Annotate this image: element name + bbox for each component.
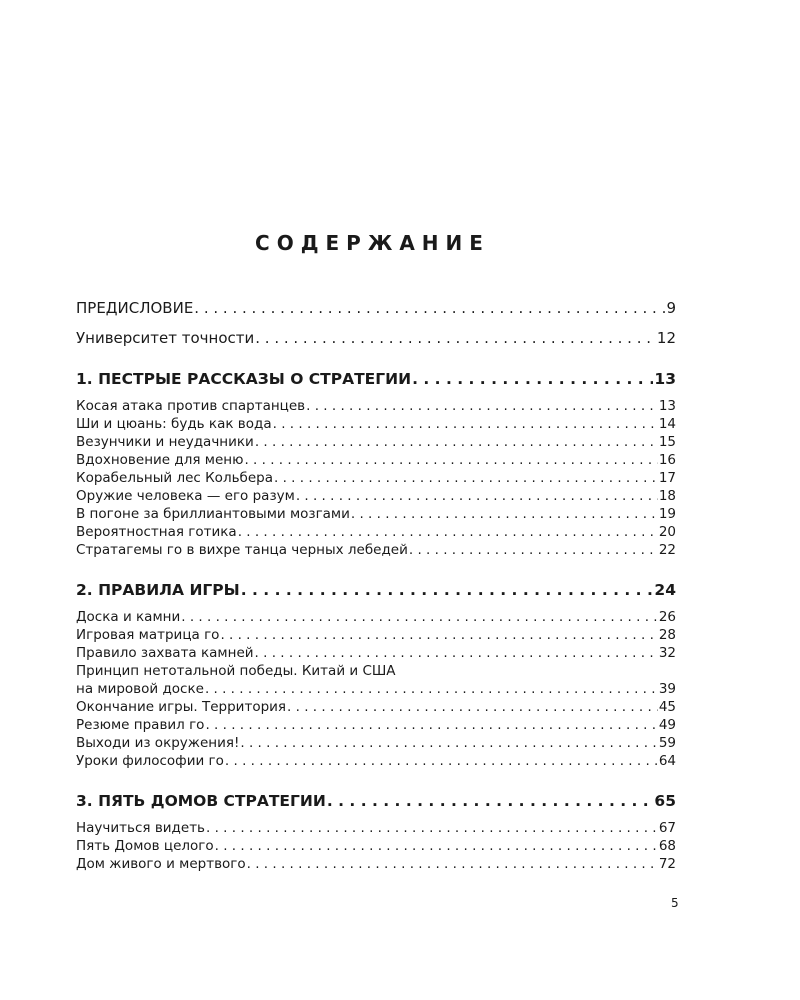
toc-entry-page: 39 bbox=[658, 681, 676, 697]
dot-leader bbox=[220, 626, 657, 644]
dot-leader bbox=[240, 734, 657, 752]
toc-section-2[interactable] bbox=[76, 580, 676, 600]
toc-entry-title: Университет точности bbox=[76, 329, 255, 347]
toc-section-3[interactable] bbox=[76, 791, 676, 811]
toc-entry-title-continuation: на мировой доске bbox=[76, 681, 204, 697]
toc-entry[interactable] bbox=[76, 837, 676, 855]
toc-entry-page: 68 bbox=[658, 838, 676, 854]
toc-entry-title: Везунчики и неудачники bbox=[76, 434, 254, 450]
dot-leader bbox=[255, 433, 658, 451]
toc-entry[interactable] bbox=[76, 433, 676, 451]
toc-entry-title-line[interactable]: Принцип нетотальной победы. Китай и США bbox=[76, 663, 396, 679]
dot-leader bbox=[206, 819, 658, 837]
dot-leader bbox=[205, 680, 658, 698]
toc-entry-page: 67 bbox=[658, 820, 676, 836]
toc-entry-title: Косая атака против спартанцев bbox=[76, 398, 306, 414]
toc-entry-page: 14 bbox=[658, 416, 676, 432]
toc-entry[interactable] bbox=[76, 752, 676, 770]
toc-entry-title: Игровая матрица го bbox=[76, 627, 220, 643]
toc-entry[interactable] bbox=[76, 523, 676, 541]
dot-leader bbox=[205, 716, 657, 734]
toc-entry-title: Научиться видеть bbox=[76, 820, 206, 836]
toc-entry-page: 72 bbox=[658, 856, 676, 872]
toc-entry-title: Окончание игры. Территория bbox=[76, 699, 287, 715]
toc-entry-title: Вдохновение для меню bbox=[76, 452, 244, 468]
toc-entry-page: 64 bbox=[658, 753, 676, 769]
toc-entry-title: Пять Домов целого bbox=[76, 838, 214, 854]
dot-leader bbox=[306, 397, 658, 415]
dot-leader bbox=[412, 369, 653, 389]
dot-leader bbox=[241, 580, 654, 600]
toc-entry-title: Уроки философии го bbox=[76, 753, 224, 769]
table-of-contents bbox=[76, 298, 676, 873]
toc-entry-page: 9 bbox=[666, 299, 676, 317]
toc-entry-preface[interactable] bbox=[76, 298, 676, 318]
toc-section-title: 3. ПЯТЬ ДОМОВ СТРАТЕГИИ bbox=[76, 792, 326, 810]
toc-section-title: 1. ПЕСТРЫЕ РАССКАЗЫ О СТРАТЕГИИ bbox=[76, 370, 412, 388]
toc-entry[interactable] bbox=[76, 734, 676, 752]
toc-entry-title: Резюме правил го bbox=[76, 717, 205, 733]
toc-entry-title: Корабельный лес Кольбера bbox=[76, 470, 274, 486]
toc-entry-title: Доска и камни bbox=[76, 609, 181, 625]
dot-leader bbox=[247, 855, 658, 873]
toc-entry-title: Вероятностная готика bbox=[76, 524, 237, 540]
toc-entry-title: Дом живого и мертвого bbox=[76, 856, 246, 872]
toc-entry[interactable] bbox=[76, 819, 676, 837]
toc-entry-page: 24 bbox=[654, 581, 676, 599]
toc-entry[interactable] bbox=[76, 397, 676, 415]
toc-section-title: 2. ПРАВИЛА ИГРЫ bbox=[76, 581, 240, 599]
toc-entry-title: Правило захвата камней bbox=[76, 645, 254, 661]
dot-leader bbox=[296, 487, 658, 505]
toc-entry-page: 32 bbox=[658, 645, 676, 661]
dot-leader bbox=[274, 469, 658, 487]
dot-leader bbox=[255, 644, 658, 662]
toc-entry-page: 59 bbox=[658, 735, 676, 751]
toc-entry-page: 20 bbox=[658, 524, 676, 540]
toc-entry[interactable] bbox=[76, 626, 676, 644]
dot-leader bbox=[255, 328, 656, 348]
toc-entry-title: Оружие человека — его разум bbox=[76, 488, 295, 504]
toc-entry-page: 65 bbox=[654, 792, 676, 810]
toc-entry-page: 13 bbox=[658, 398, 676, 414]
dot-leader bbox=[409, 541, 658, 559]
dot-leader bbox=[351, 505, 658, 523]
toc-section-1[interactable] bbox=[76, 369, 676, 389]
toc-entry[interactable] bbox=[76, 328, 676, 348]
toc-entry[interactable] bbox=[76, 505, 676, 523]
toc-entry-page: 17 bbox=[658, 470, 676, 486]
toc-entry[interactable] bbox=[76, 716, 676, 734]
dot-leader bbox=[287, 698, 658, 716]
toc-entry-page: 45 bbox=[658, 699, 676, 715]
dot-leader bbox=[238, 523, 658, 541]
dot-leader bbox=[244, 451, 657, 469]
toc-entry-page: 49 bbox=[658, 717, 676, 733]
toc-entry-page: 22 bbox=[658, 542, 676, 558]
toc-entry[interactable] bbox=[76, 451, 676, 469]
toc-entry-page: 26 bbox=[658, 609, 676, 625]
toc-entry-page: 13 bbox=[654, 370, 676, 388]
dot-leader bbox=[194, 298, 665, 318]
toc-entry[interactable] bbox=[76, 415, 676, 433]
toc-entry[interactable] bbox=[76, 541, 676, 559]
toc-entry-page: 18 bbox=[658, 488, 676, 504]
dot-leader bbox=[225, 752, 658, 770]
toc-entry-title: В погоне за бриллиантовыми мозгами bbox=[76, 506, 350, 522]
dot-leader bbox=[327, 791, 654, 811]
toc-entry-page: 15 bbox=[658, 434, 676, 450]
dot-leader bbox=[273, 415, 658, 433]
toc-entry-page: 28 bbox=[658, 627, 676, 643]
toc-entry[interactable] bbox=[76, 855, 676, 873]
page-title: СОДЕРЖАНИЕ bbox=[255, 231, 490, 255]
dot-leader bbox=[181, 608, 658, 626]
toc-entry[interactable] bbox=[76, 644, 676, 662]
toc-entry-title: ПРЕДИСЛОВИЕ bbox=[76, 299, 194, 317]
toc-entry-page: 19 bbox=[658, 506, 676, 522]
toc-entry[interactable] bbox=[76, 487, 676, 505]
toc-entry[interactable] bbox=[76, 698, 676, 716]
toc-entry-page: 12 bbox=[656, 329, 676, 347]
toc-entry[interactable] bbox=[76, 469, 676, 487]
dot-leader bbox=[215, 837, 658, 855]
page-number: 5 bbox=[671, 896, 679, 910]
toc-entry-title: Ши и цюань: будь как вода bbox=[76, 416, 272, 432]
toc-entry[interactable] bbox=[76, 680, 676, 698]
toc-entry-title: Выходи из окружения! bbox=[76, 735, 240, 751]
toc-entry-page: 16 bbox=[658, 452, 676, 468]
toc-entry-title: Стратагемы го в вихре танца черных лебедей bbox=[76, 542, 408, 558]
toc-entry[interactable] bbox=[76, 608, 676, 626]
